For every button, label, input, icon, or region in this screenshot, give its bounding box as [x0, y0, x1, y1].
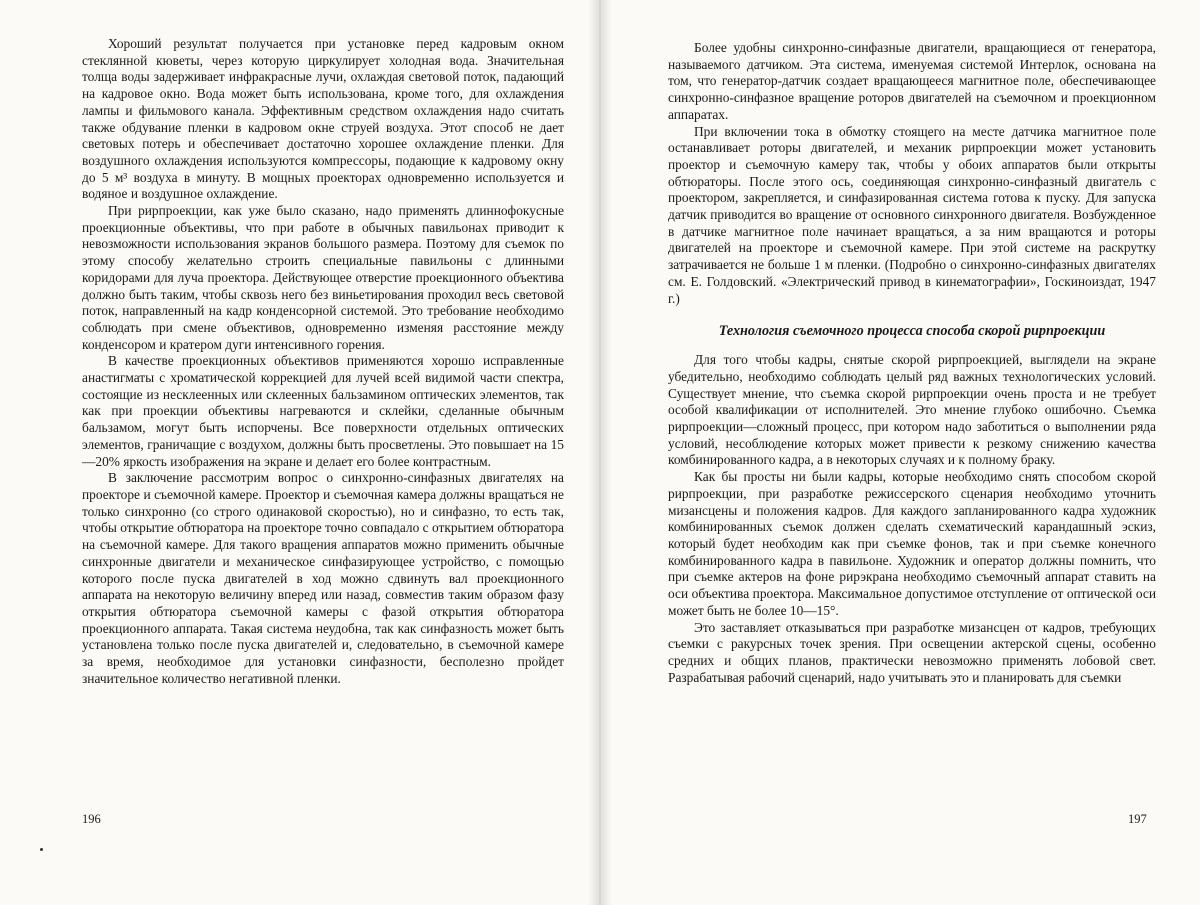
paragraph: В качестве проекционных объективов применяются хорошо исправленные анастигматы с хроматической коррекцией для лучей всей видимой части спектра, состоящие из несклеенных или склеенных бальзамином оптических элементов, так как при проекции объективы нагреваются и склейки, сделанные обычным бальзамом, могут быть испорчены. Все поверхности отдельных оптических элементов, граничащие с воздухом, должны быть просветлены. Это повышает на 15—20% яркость изображения на экране и делает его более контрастным. — [82, 353, 564, 469]
paragraph: В заключение рассмотрим вопрос о синхронно-синфазных двигателях на проекторе и съемочной камере. Проектор и съемочная камера должны вращаться не только синхронно (со строго одинаковой скоростью), но и синфазно, то есть так, чтобы открытие обтюратора на проекторе точно совпадало с открытием обтюратора на съемочной камере. Для такого вращения аппаратов можно применить обычные синхронные двигатели и механическое синфазирующее устройство, с помощью которого после пуска двигателей в ход можно сдвинуть вал проекционного аппарата на некоторую величину вперед или назад, совместив таким образом фазу открытия обтюратора съемочной камеры с фазой открытия обтюратора проекционного аппарата. Такая система неудобна, так как синфазность может быть установлена только после пуска двигателей и, следовательно, в съемочной камере за время, необходимое для установки синфазности, бесполезно пройдет значительное количество негативной пленки. — [82, 470, 564, 686]
page-number: 196 — [82, 812, 101, 826]
paragraph: Более удобны синхронно-синфазные двигатели, вращающиеся от генератора, называемого датчиком. Эта система, именуемая системой Интерлок, основана на том, что генератор-датчик создает вращающееся магнитное поле, обеспечивающее синхронно-синфазное вращение роторов двигателей на съемочном и проекционном аппаратах. — [668, 40, 1156, 122]
right-page-text — [668, 40, 1156, 686]
paragraph: Как бы просты ни были кадры, которые необходимо снять способом скорой рирпроекции, при разработке режиссерского сценария необходимо уточнить мизансцены и положения кадров. Для каждого запланированного кадра художник комбинированных съемок должен сделать схематический карандашный эскиз, который будет необходим как при съемке фонов, так и при съемке конечного комбинированного кадра в павильоне. Художник и оператор должны помнить, что при съемке актеров на фоне рирэкрана необходимо съемочный аппарат ставить на оси объектива проектора. Максимальное допустимое отступление от оптической оси может быть не более 10—15°. — [668, 469, 1156, 618]
paragraph: При рирпроекции, как уже было сказано, надо применять длиннофокусные проекционные объективы, что при работе в обычных павильонах приводит к невозможности использования экранов большого размера. Поэтому для съемок по этому способу желательно строить специальные павильоны с длинными коридорами для луча проектора. Действующее отверстие проекционного объектива должно быть таким, чтобы сквозь него без виньетирования проходил весь световой поток, направленный на кадр конденсорной системой. Это требование необходимо соблюдать при смене объективов, одновременно изменяя расстояние между конденсором и кратером дуги интенсивного горения. — [82, 203, 564, 352]
book-gutter — [588, 0, 612, 905]
section-heading: Технология съемочного процесса способа скорой рирпроекции — [718, 323, 1106, 340]
left-page-text — [82, 36, 564, 687]
right-page — [600, 0, 1200, 905]
paragraph: Хороший результат получается при установке перед кадровым окном стеклянной кюветы, через которую циркулирует холодная вода. Значительная толща воды задерживает инфракрасные лучи, охлаждая световой поток, падающий на кадровое окно. Вода может быть использована, кроме того, для охлаждения лампы и фильмового канала. Эффективным средством охлаждения надо считать также обдувание пленки в кадровом окне струей воздуха. Этот способ не дает световых потерь и обеспечивает достаточно хорошее охлаждение пленки. Для воздушного охлаждения используются компрессоры, подающие к кадровому окну до 5 м³ воздуха в минуту. В мощных проекторах одновременно используется и водяное и воздушное охлаждение. — [82, 36, 564, 202]
paper-speck — [40, 848, 43, 851]
paragraph: Для того чтобы кадры, снятые скорой рирпроекцией, выглядели на экране убедительно, необходимо соблюдать целый ряд важных технологических условий. Существует мнение, что съемка скорой рирпроекции очень проста и не требует особой квалификации от исполнителей. Это мнение глубоко ошибочно. Съемка рирпроекции—сложный процесс, при котором надо заботиться о выполнении ряда условий, несоблюдение которых может привести к резкому снижению качества комбинированного кадра, а в некоторых случаях и к полному браку. — [668, 352, 1156, 468]
page-number: 197 — [1128, 812, 1147, 826]
paragraph: При включении тока в обмотку стоящего на месте датчика магнитное поле останавливает роторы двигателей, и механик рирпроекции может установить проектор и съемочную камеру так, чтобы у обоих аппаратов были открыты обтюраторы. После этого ось, соединяющая синхронно-синфазный двигатель с проектором, закрепляется, и синфазированная система готова к пуску. Для запуска датчик приводится во вращение от основного синхронного двигателя. Возбужденное в датчике магнитное поле начинает вращаться, а за ним вращаются и роторы двигателей на проекторе и съемочной камере. При этой системе на раскрутку затрачивается не больше 1 м пленки. (Подробно о синхронно-синфазных двигателях см. Е. Голдовский. «Электрический привод в кинематографии», Госкиноиздат, 1947 г.) — [668, 123, 1156, 306]
paragraph: Это заставляет отказываться при разработке мизансцен от кадров, требующих съемки с ракурсных точек зрения. При освещении актерской сцены, особенно средних и общих планов, практически невозможно применять лобовой свет. Разрабатывая рабочий сценарий, надо учитывать это и планировать для съемки — [668, 619, 1156, 685]
